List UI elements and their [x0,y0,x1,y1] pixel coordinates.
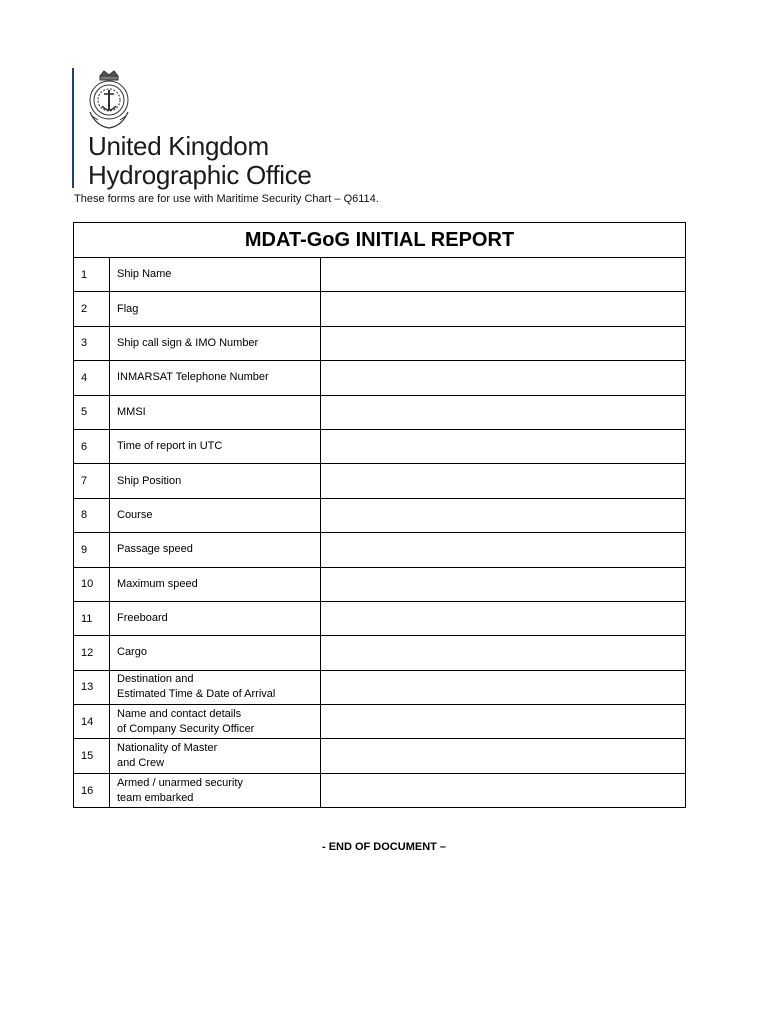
field-value-input[interactable] [321,601,686,635]
report-form-table [73,222,686,808]
field-value-input[interactable] [321,498,686,532]
field-label: Nationality of Master and Crew [110,739,321,773]
table-row [74,601,686,635]
table-row [74,705,686,739]
table-row [74,533,686,567]
field-label: Name and contact details of Company Security Officer [110,705,321,739]
table-row [74,258,686,292]
row-number: 8 [74,498,110,532]
field-label: Passage speed [110,533,321,567]
field-label: Flag [110,292,321,326]
row-number: 15 [74,739,110,773]
field-value-input[interactable] [321,326,686,360]
field-value-input[interactable] [321,395,686,429]
table-row [74,636,686,670]
end-of-document: - END OF DOCUMENT – [321,841,447,853]
row-number: 6 [74,429,110,463]
usage-notice: These forms are for use with Maritime Security Chart – Q6114. [74,193,379,205]
row-number: 3 [74,326,110,360]
table-row [74,567,686,601]
field-label: Ship call sign & IMO Number [110,326,321,360]
row-number: 9 [74,533,110,567]
field-label: INMARSAT Telephone Number [110,361,321,395]
table-row [74,326,686,360]
table-row [74,395,686,429]
row-number: 10 [74,567,110,601]
table-row [74,498,686,532]
row-number: 5 [74,395,110,429]
table-row [74,464,686,498]
field-label: Course [110,498,321,532]
field-value-input[interactable] [321,567,686,601]
field-value-input[interactable] [321,773,686,807]
row-number: 12 [74,636,110,670]
organisation-name-line-2: Hydrographic Office [88,160,312,190]
row-number: 1 [74,258,110,292]
ukho-crest-icon [82,68,136,132]
field-label: Freeboard [110,601,321,635]
row-number: 4 [74,361,110,395]
field-label: Destination and Estimated Time & Date of Arrival [110,670,321,704]
field-value-input[interactable] [321,705,686,739]
table-row [74,739,686,773]
table-row [74,292,686,326]
field-value-input[interactable] [321,292,686,326]
field-label: MMSI [110,395,321,429]
table-row [74,361,686,395]
table-row [74,429,686,463]
form-rows [74,258,686,808]
row-number: 14 [74,705,110,739]
field-value-input[interactable] [321,739,686,773]
table-row [74,670,686,704]
form-title: MDAT-GoG INITIAL REPORT [74,223,686,258]
field-value-input[interactable] [321,429,686,463]
row-number: 13 [74,670,110,704]
field-label: Armed / unarmed security team embarked [110,773,321,807]
field-label: Maximum speed [110,567,321,601]
field-label: Ship Name [110,258,321,292]
field-value-input[interactable] [321,258,686,292]
field-value-input[interactable] [321,464,686,498]
field-value-input[interactable] [321,533,686,567]
row-number: 7 [74,464,110,498]
row-number: 11 [74,601,110,635]
field-label: Cargo [110,636,321,670]
logo-divider-bar [72,68,74,188]
table-row [74,773,686,807]
field-label: Time of report in UTC [110,429,321,463]
field-value-input[interactable] [321,361,686,395]
row-number: 2 [74,292,110,326]
row-number: 16 [74,773,110,807]
organisation-name [88,132,312,190]
field-value-input[interactable] [321,670,686,704]
organisation-name-line-1: United Kingdom [88,131,269,161]
field-label: Ship Position [110,464,321,498]
field-value-input[interactable] [321,636,686,670]
